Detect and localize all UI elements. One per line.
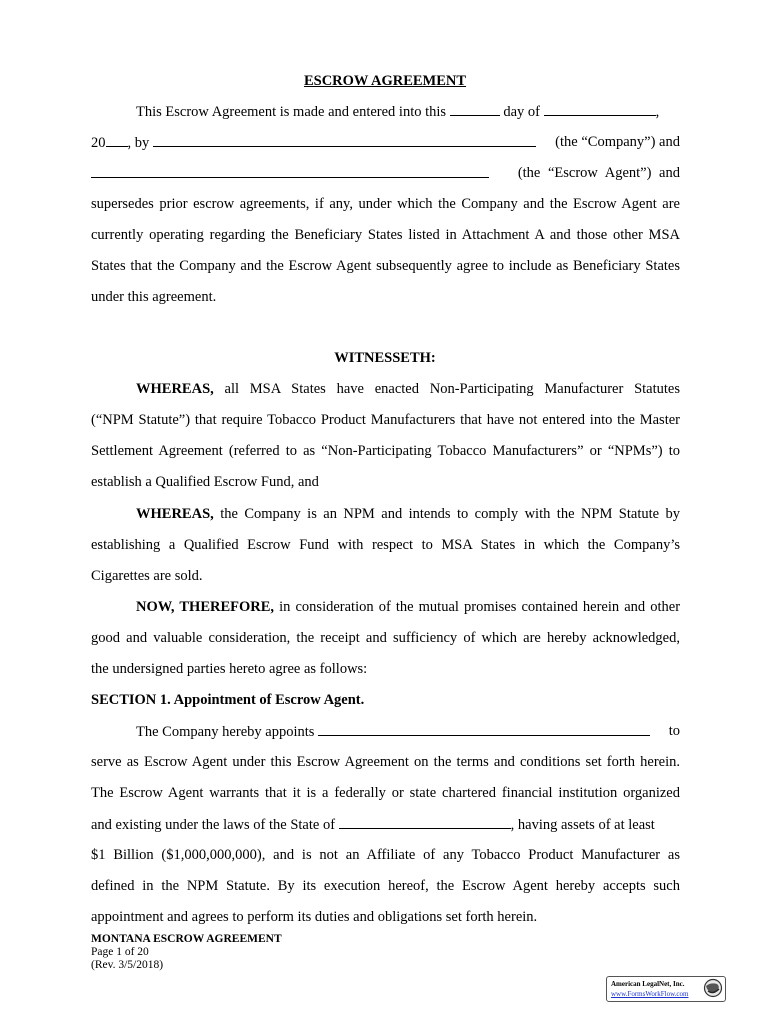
document-title: ESCROW AGREEMENT — [303, 73, 467, 89]
section1-line-6: defined in the NPM Statute. By its execution hereof, the Escrow Agent hereby accepts such — [91, 878, 680, 894]
whereas1-line-4: establish a Qualified Escrow Fund, and — [91, 474, 319, 490]
whereas1-line-1: WHEREAS, all MSA States have enacted Non-Participating Manufacturer Statutes — [136, 381, 680, 397]
intro-line-6: States that the Company and the Escrow Agent subsequently agree to include as Beneficiary States — [91, 258, 680, 274]
section1-line-3: The Escrow Agent warrants that it is a federally or state chartered financial institution organized — [91, 785, 680, 801]
page-footer — [91, 933, 282, 972]
section1-line-4: and existing under the laws of the State of , having assets of at least — [91, 817, 655, 833]
appointee-blank[interactable] — [318, 723, 650, 736]
section1-line-5: $1 Billion ($1,000,000,000), and is not an Affiliate of any Tobacco Product Manufacturer as — [91, 847, 680, 863]
now-therefore-line-2: good and valuable consideration, the receipt and sufficiency of which are hereby acknowledged, — [91, 630, 680, 646]
company-name-blank[interactable] — [153, 134, 536, 147]
intro-line-1: This Escrow Agreement is made and entered into this day of , — [136, 104, 660, 120]
whereas2-line-2: establishing a Qualified Escrow Fund with respect to MSA States in which the Company’s — [91, 537, 680, 553]
now-therefore-line-1: NOW, THEREFORE, in consideration of the mutual promises contained herein and other — [136, 599, 681, 615]
logo-company-name: American LegalNet, Inc. — [611, 980, 685, 988]
logo-url-link[interactable]: www.FormsWorkFlow.com — [611, 990, 689, 998]
footer-doc-name: MONTANA ESCROW AGREEMENT — [91, 933, 282, 945]
section1-line-7: appointment and agrees to perform its duties and obligations set forth herein. — [91, 909, 538, 925]
footer-page-number: Page 1 of 20 — [91, 946, 149, 958]
globe-icon — [703, 978, 723, 998]
now-therefore-line-3: the undersigned parties hereto agree as follows: — [91, 661, 368, 677]
section1-line-1: The Company hereby appoints to — [136, 723, 680, 740]
state-blank[interactable] — [339, 816, 511, 829]
intro-line-4: supersedes prior escrow agreements, if any, under which the Company and the Escrow Agent are — [91, 196, 680, 212]
intro-line-3: (the “Escrow Agent”) and — [91, 165, 680, 183]
whereas2-line-3: Cigarettes are sold. — [91, 568, 203, 584]
intro-line-5: currently operating regarding the Beneficiary States listed in Attachment A and those other MSA — [91, 227, 680, 243]
whereas1-line-2: (“NPM Statute”) that require Tobacco Product Manufacturers that have not entered into the Master — [91, 412, 680, 428]
day-blank[interactable] — [450, 103, 500, 116]
year-blank[interactable] — [106, 134, 128, 147]
month-blank[interactable] — [544, 103, 656, 116]
intro-line-2: 20 , by (the “Company”) and — [91, 134, 680, 151]
whereas1-line-3: Settlement Agreement (referred to as “Non-Participating Tobacco Manufacturers” or “NPMs”) to — [91, 443, 680, 459]
section1-line-2: serve as Escrow Agent under this Escrow Agreement on the terms and conditions set forth herein. — [91, 754, 680, 770]
american-legalnet-logo[interactable] — [606, 976, 726, 1002]
escrow-agent-name-blank[interactable] — [91, 165, 489, 178]
witnesseth-heading: WITNESSETH: — [334, 350, 436, 366]
intro-line-7: under this agreement. — [91, 289, 217, 305]
section1-heading: SECTION 1. Appointment of Escrow Agent. — [91, 692, 365, 708]
footer-revision: (Rev. 3/5/2018) — [91, 959, 164, 971]
whereas2-line-1: WHEREAS, the Company is an NPM and intends to comply with the NPM Statute by — [136, 506, 681, 522]
